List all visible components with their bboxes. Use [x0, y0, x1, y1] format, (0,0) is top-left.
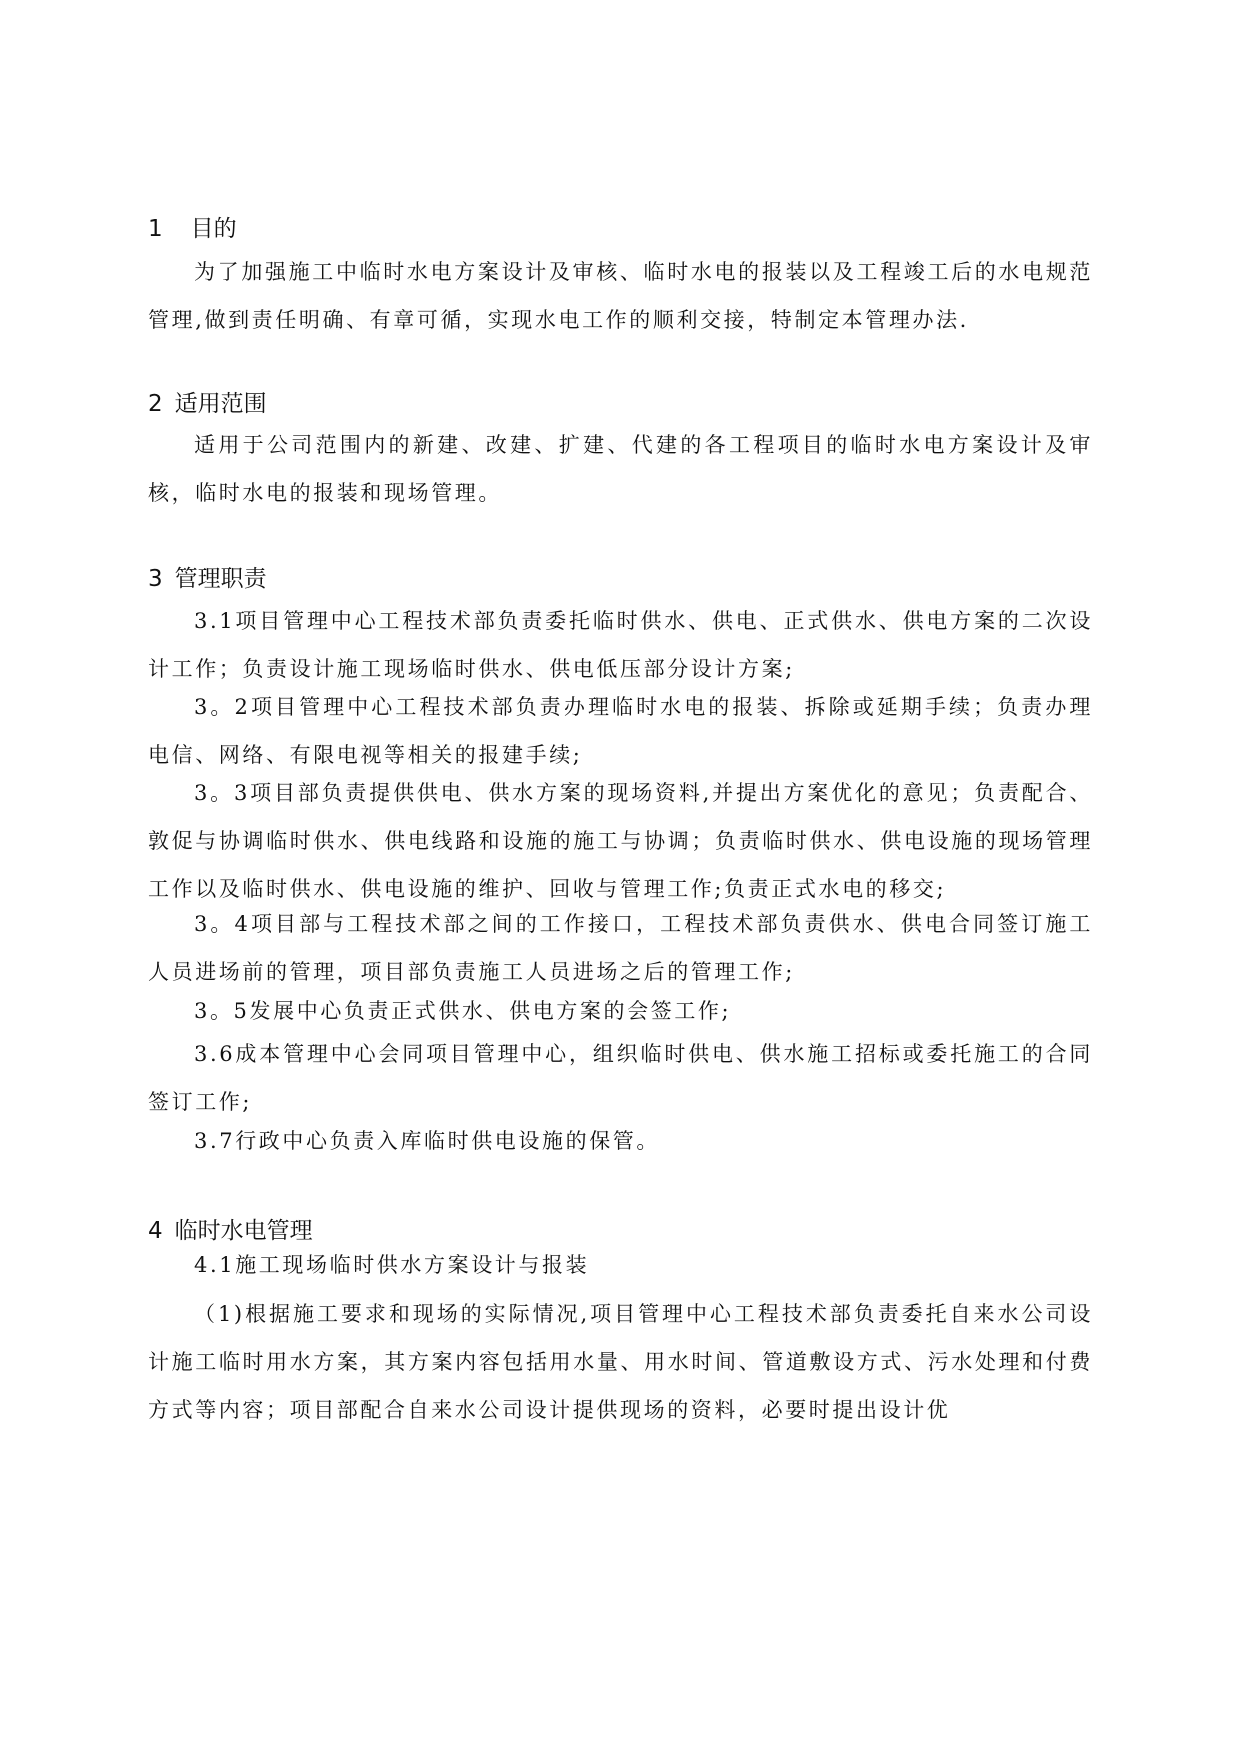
section-3-paragraph-1: 3.1项目管理中心工程技术部负责委托临时供水、供电、正式供水、供电方案的二次设计工作；负责设计施工现场临时供水、供电低压部分设计方案; [148, 609, 1093, 681]
section-1-heading [148, 213, 237, 245]
section-3-paragraph-2: 3。2项目管理中心工程技术部负责办理临时水电的报装、拆除或延期手续；负责办理电信、网络、有限电视等相关的报建手续; [148, 695, 1093, 767]
section-2-heading [148, 388, 267, 420]
section-title: 临时水电管理 [174, 1218, 313, 1244]
section-4-paragraph-1: （1)根据施工要求和现场的实际情况,项目管理中心工程技术部负责委托自来水公司设计施工临时用水方案，其方案内容包括用水量、用水时间、管道敷设方式、污水处理和付费方式等内容；项目部配合自来水公司设计提供现场的资料，必要时提出设计优 [148, 1302, 1093, 1422]
section-3-paragraph-5: 3。5发展中心负责正式供水、供电方案的会签工作; [194, 999, 732, 1023]
section-number: 1 [148, 216, 163, 242]
section-1-paragraph-1: 为了加强施工中临时水电方案设计及审核、临时水电的报装以及工程竣工后的水电规范管理,做到责任明确、有章可循，实现水电工作的顺利交接，特制定本管理办法. [148, 260, 1093, 332]
section-3-heading [148, 563, 267, 595]
section-4-subheading: 4.1施工现场临时供水方案设计与报装 [194, 1253, 590, 1277]
section-title: 目的 [190, 216, 237, 242]
section-number: 2 [148, 391, 163, 417]
section-number: 4 [148, 1218, 163, 1244]
section-2-paragraph-1: 适用于公司范围内的新建、改建、扩建、代建的各工程项目的临时水电方案设计及审核，临时水电的报装和现场管理。 [148, 433, 1093, 505]
section-3-paragraph-4: 3。4项目部与工程技术部之间的工作接口，工程技术部负责供水、供电合同签订施工人员进场前的管理，项目部负责施工人员进场之后的管理工作; [148, 912, 1093, 984]
section-3-paragraph-7: 3.7行政中心负责入库临时供电设施的保管。 [194, 1129, 660, 1153]
section-number: 3 [148, 566, 163, 592]
section-3-paragraph-3: 3。3项目部负责提供供电、供水方案的现场资料,并提出方案优化的意见；负责配合、敦促与协调临时供水、供电线路和设施的施工与协调；负责临时供水、供电设施的现场管理工作以及临时供水、供电设施的维护、回收与管理工作;负责正式水电的移交; [148, 781, 1093, 901]
section-3-paragraph-6: 3.6成本管理中心会同项目管理中心，组织临时供电、供水施工招标或委托施工的合同签订工作; [148, 1042, 1093, 1114]
section-title: 适用范围 [174, 391, 267, 417]
section-title: 管理职责 [174, 566, 267, 592]
